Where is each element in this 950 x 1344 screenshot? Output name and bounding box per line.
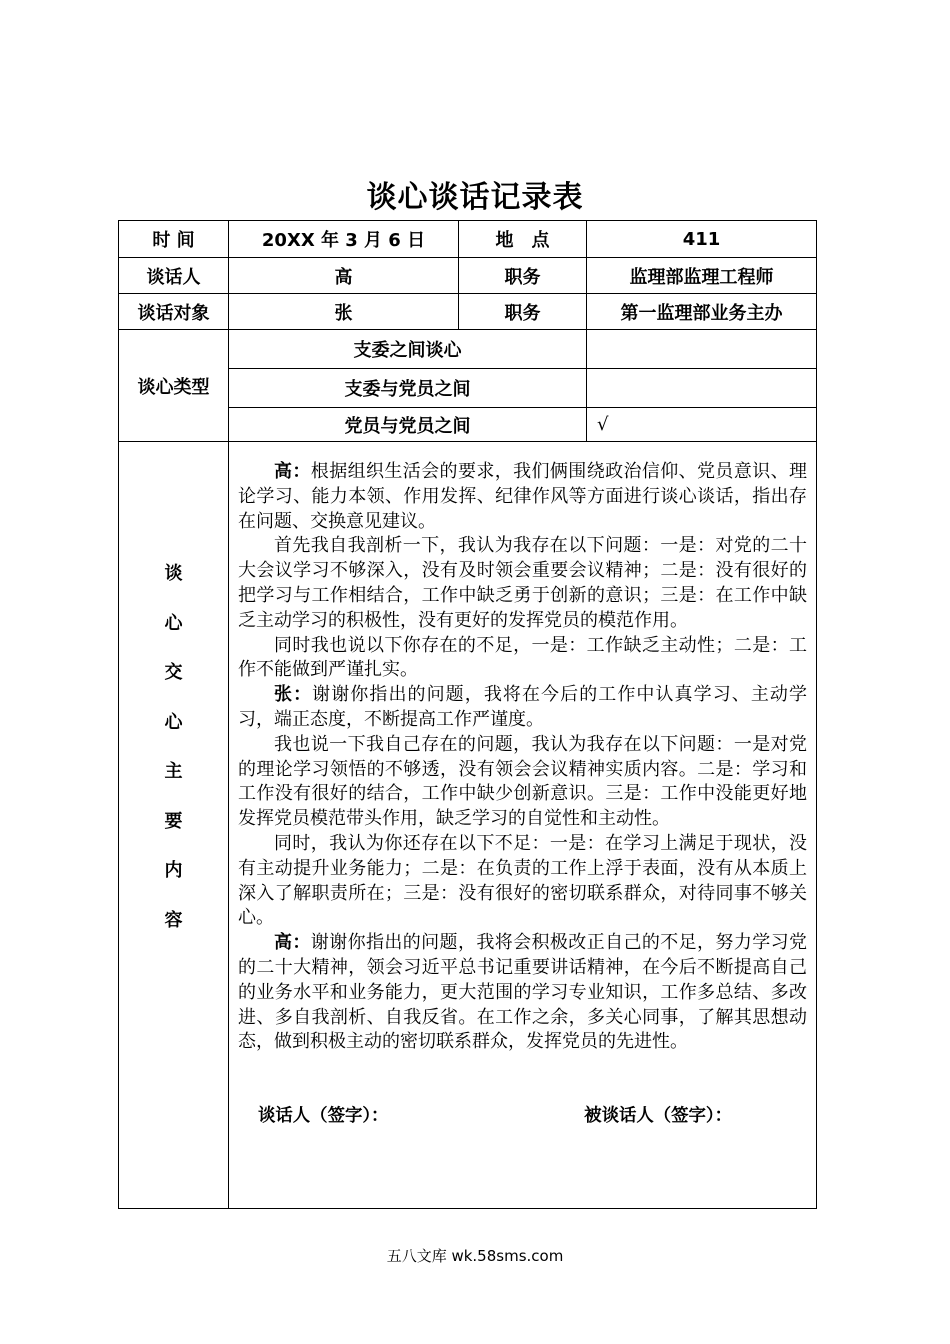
time-value: 20XX 年 3 月 6 日 bbox=[229, 221, 459, 258]
paragraph bbox=[238, 683, 807, 733]
paragraph bbox=[238, 832, 807, 931]
paragraph-text: 谢谢你指出的问题，我将会积极改正自己的不足，努力学习党的二十大精神，领会习近平总书记重要讲话精神，在今后不断提高自己的业务水平和业务能力，更大范围的学习专业知识，工作多总结、多改进、多自我剖析、自我反省。在工作之余，多关心同事，了解其思想动态，做到积极主动的密切联系群众，发挥党员的先进性。 bbox=[238, 932, 808, 1053]
paragraph-text: 我也说一下我自己存在的问题，我认为我存在以下问题：一是对党的理论学习领悟的不够透，没有领会会议精神实质内容。二是：学习和工作没有很好的结合，工作中缺少创新意识。三是：工作中没能更好地发挥党员模范带头作用，缺乏学习的自觉性和主动性。 bbox=[238, 733, 807, 830]
target-duty-label: 职务 bbox=[459, 294, 587, 330]
type-option-3: 党员与党员之间 bbox=[229, 408, 587, 442]
place-label: 地 点 bbox=[459, 221, 587, 258]
paragraph bbox=[238, 634, 807, 684]
content-label-char: 交 bbox=[164, 662, 183, 683]
talker-duty-label: 职务 bbox=[459, 258, 587, 294]
speaker: 高： bbox=[274, 932, 311, 954]
speaker: 高： bbox=[274, 461, 311, 482]
time-label: 时 间 bbox=[119, 221, 229, 258]
type-label: 谈心类型 bbox=[119, 330, 229, 442]
target-value: 张 bbox=[229, 294, 459, 330]
speaker: 张： bbox=[274, 684, 313, 706]
type-option-2: 支委与党员之间 bbox=[229, 369, 587, 408]
content-label bbox=[119, 442, 229, 1209]
content-label-char: 心 bbox=[164, 612, 183, 634]
content-label-char: 主 bbox=[164, 761, 183, 782]
place-value: 411 bbox=[587, 221, 817, 258]
talker-label: 谈话人 bbox=[119, 258, 229, 294]
paragraph bbox=[238, 931, 807, 1055]
type-row-1 bbox=[119, 330, 817, 369]
paragraph-text: 同时我也说以下你存在的不足，一是：工作缺乏主动性；二是：工作不能做到严谨扎实。 bbox=[238, 634, 807, 681]
content-label-char: 要 bbox=[164, 810, 183, 832]
target-duty-value: 第一监理部业务主办 bbox=[587, 294, 817, 330]
target-signature-label: 被谈话人（签字）： bbox=[584, 1106, 732, 1127]
type-option-1: 支委之间谈心 bbox=[229, 330, 587, 369]
paragraph bbox=[238, 460, 807, 534]
content-label-char: 心 bbox=[164, 711, 183, 733]
footer-watermark: 五八文库 wk.58sms.com bbox=[386, 1247, 564, 1265]
paragraph-text: 根据组织生活会的要求，我们俩围绕政治信仰、党员意识、理论学习、能力本领、作用发挥、纪律作风等方面进行谈心谈话，指出存在问题、交换意见建议。 bbox=[238, 461, 808, 532]
content-label-char: 内 bbox=[164, 860, 183, 881]
table-row-talker bbox=[119, 258, 817, 294]
table-row-time bbox=[119, 221, 817, 258]
type-check-3: √ bbox=[587, 408, 817, 442]
content-label-char: 谈 bbox=[164, 563, 183, 584]
target-label: 谈话对象 bbox=[119, 294, 229, 330]
table-row-target bbox=[119, 294, 817, 330]
content-label-char: 容 bbox=[164, 909, 183, 931]
talker-value: 高 bbox=[229, 258, 459, 294]
content-row bbox=[119, 442, 817, 1209]
content-body bbox=[229, 442, 817, 1209]
signature-line bbox=[238, 1104, 807, 1129]
paragraph bbox=[238, 733, 807, 832]
talker-signature-label: 谈话人（签字）： bbox=[258, 1106, 389, 1127]
paragraph-text: 同时，我认为你还存在以下不足：一是：在学习上满足于现状，没有主动提升业务能力；二是：在负责的工作上浮于表面，没有从本质上深入了解职责所在；三是：没有很好的密切联系群众，对待同事不够关心。 bbox=[238, 832, 807, 929]
type-check-1 bbox=[587, 330, 817, 369]
paragraph bbox=[238, 534, 807, 633]
paragraph-text: 谢谢你指出的问题，我将在今后的工作中认真学习、主动学习，端正态度，不断提高工作严谨度。 bbox=[238, 684, 808, 730]
paragraph-text: 首先我自我剖析一下，我认为我存在以下问题：一是：对党的二十大会议学习不够深入，没有及时领会重要会议精神；二是：没有很好的把学习与工作相结合，工作中缺乏勇于创新的意识；三是：在工作中缺乏主动学习的积极性，没有更好的发挥党员的模范作用。 bbox=[238, 535, 807, 631]
page-title: 谈心谈话记录表 bbox=[366, 180, 584, 215]
talker-duty-value: 监理部监理工程师 bbox=[587, 258, 817, 294]
type-check-2 bbox=[587, 369, 817, 408]
record-table bbox=[118, 220, 817, 1209]
